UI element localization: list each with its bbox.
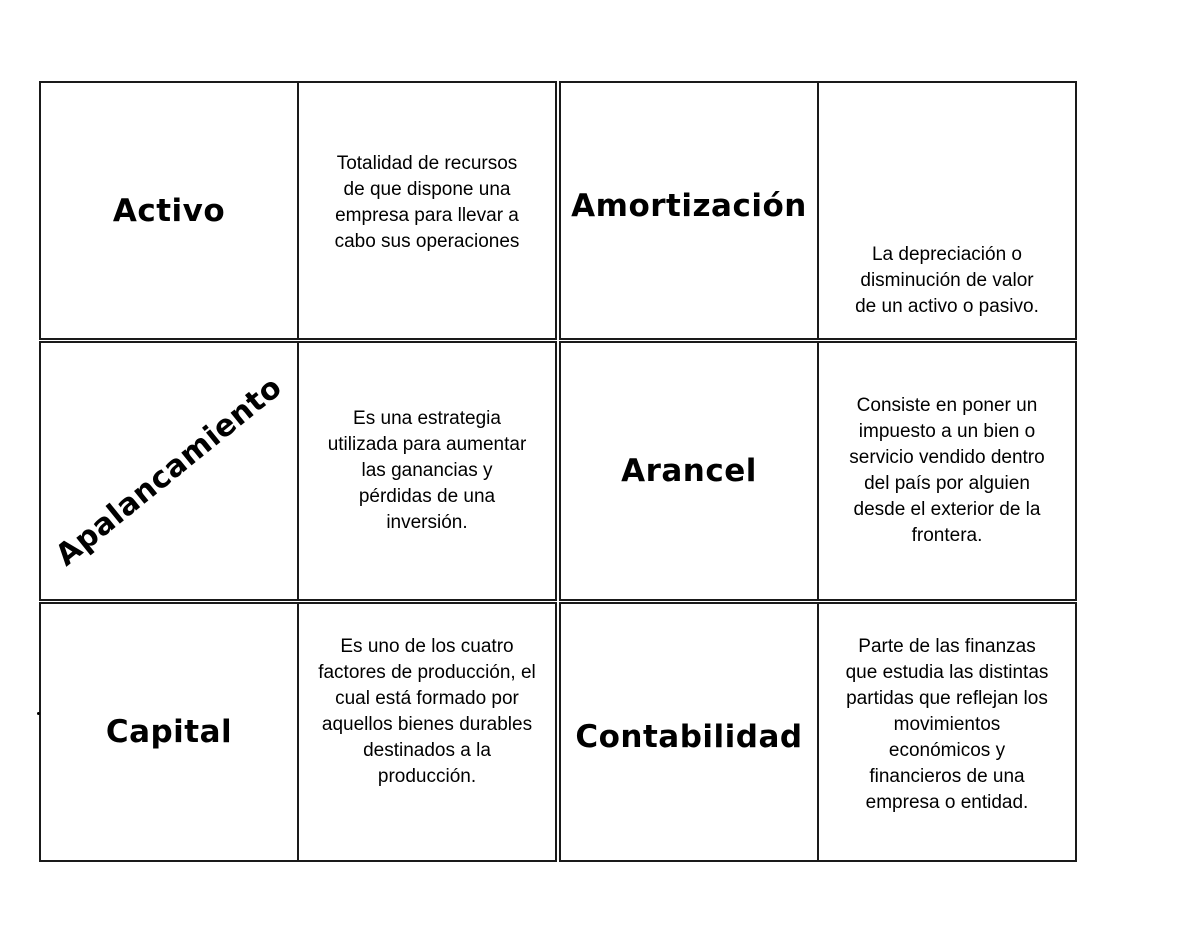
term-cell-activo (39, 81, 299, 340)
definition-line: movimientos (893, 714, 1001, 735)
definition-line: del país por alguien (864, 473, 1030, 494)
definition-line: Es una estrategia (353, 408, 501, 429)
term-cell-apalancamiento (39, 341, 299, 601)
definition-line: producción. (377, 766, 477, 787)
term-apalancamiento: Apalancamiento (49, 369, 289, 573)
definition-line: cabo sus operaciones (334, 231, 520, 252)
definition-line: servicio vendido dentro (849, 447, 1045, 468)
definition-line: empresa para llevar a (335, 205, 519, 226)
definition-apalancamiento (324, 406, 531, 536)
definition-cell-activo (297, 81, 557, 340)
definition-line: partidas que reflejan los (846, 688, 1048, 709)
definition-line: pérdidas de una (358, 486, 496, 507)
term-arancel: Arancel (621, 453, 757, 489)
term-cell-arancel (559, 341, 819, 601)
definition-line: económicos y (888, 740, 1006, 761)
definition-line: frontera. (911, 525, 983, 546)
definition-line: Parte de las finanzas (858, 636, 1036, 657)
definition-line: impuesto a un bien o (858, 421, 1036, 442)
definition-cell-arancel (817, 341, 1077, 601)
term-cell-capital (39, 602, 299, 862)
definition-line: Es uno de los cuatro (340, 636, 514, 657)
definition-line: cual está formado por (335, 688, 519, 709)
definition-line: inversión. (386, 512, 468, 533)
term-activo: Activo (112, 192, 226, 229)
definition-line: destinados a la (363, 740, 491, 761)
term-cell-contabilidad (559, 602, 819, 862)
definition-line: de un activo o pasivo. (855, 296, 1039, 317)
definition-activo (331, 151, 524, 255)
definition-cell-capital (297, 602, 557, 862)
term-capital: Capital (105, 714, 233, 750)
definition-line: disminución de valor (860, 270, 1034, 291)
definition-cell-amortizacion (817, 81, 1077, 340)
stray-mark (37, 712, 40, 715)
definition-capital (314, 634, 540, 790)
definition-line: las ganancias y (361, 460, 493, 481)
definition-line: que estudia las distintas (845, 662, 1049, 683)
definition-line: desde el exterior de la (853, 499, 1041, 520)
definition-amortizacion (851, 242, 1043, 320)
term-contabilidad: Contabilidad (575, 719, 803, 755)
definition-line: empresa o entidad. (865, 792, 1029, 813)
definition-line: La depreciación o (871, 244, 1022, 265)
definition-contabilidad (842, 634, 1053, 816)
definition-line: utilizada para aumentar (327, 434, 527, 455)
definition-line: Consiste en poner un (856, 395, 1038, 416)
term-amortizacion: Amortización (571, 188, 807, 224)
definition-line: aquellos bienes durables (321, 714, 533, 735)
definition-cell-apalancamiento (297, 341, 557, 601)
term-cell-amortizacion (559, 81, 819, 340)
definition-line: factores de producción, el (318, 662, 536, 683)
definition-line: financieros de una (869, 766, 1025, 787)
definition-line: de que dispone una (343, 179, 511, 200)
definition-arancel (845, 393, 1048, 549)
definition-cell-contabilidad (817, 602, 1077, 862)
definition-line: Totalidad de recursos (336, 153, 518, 174)
